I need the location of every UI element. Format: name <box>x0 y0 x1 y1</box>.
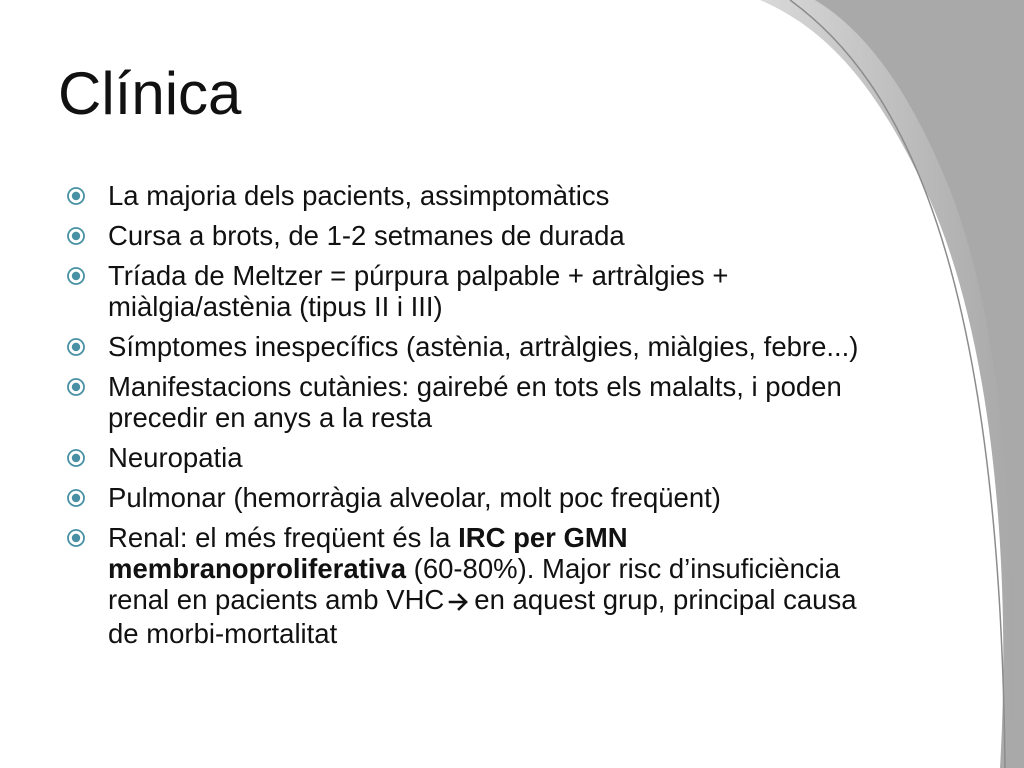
bullet-text: Renal: el més freqüent és la <box>108 522 459 553</box>
target-bullet-icon <box>66 186 86 206</box>
bullet-item <box>66 260 886 322</box>
bullet-item <box>66 180 886 211</box>
bullet-item <box>66 371 886 433</box>
target-bullet-icon <box>66 377 86 397</box>
bullet-text: Tríada de Meltzer = púrpura palpable + artràlgies + miàlgia/astènia (tipus II i III) <box>108 260 729 322</box>
bullet-item <box>66 522 886 649</box>
target-bullet-icon <box>66 448 86 468</box>
bullet-text: Pulmonar (hemorràgia alveolar, molt poc freqüent) <box>108 482 721 513</box>
target-bullet-icon <box>66 337 86 357</box>
bullet-item <box>66 331 886 362</box>
bullet-text: La majoria dels pacients, assimptomàtics <box>108 180 610 211</box>
bullet-text-bold: IRC per GMN membranoproliferativa <box>108 522 628 584</box>
bullet-item <box>66 220 886 251</box>
target-bullet-icon <box>66 226 86 246</box>
bullet-item <box>66 482 886 513</box>
bullet-text: (60-80%). Major risc d’insuficiència renal en pacients amb VHC <box>108 553 841 615</box>
slide-title: Clínica <box>58 60 242 127</box>
bullet-text: Cursa a brots, de 1-2 setmanes de durada <box>108 220 625 251</box>
target-bullet-icon <box>66 528 86 548</box>
right-arrow-icon <box>448 587 470 618</box>
bullet-text: en aquest grup, principal causa de morbi-mortalitat <box>108 584 857 649</box>
target-bullet-icon <box>66 266 86 286</box>
bullet-text: Neuropatia <box>108 442 243 473</box>
bullet-text: Símptomes inespecífics (astènia, artràlgies, miàlgies, febre...) <box>108 331 859 362</box>
bullet-item <box>66 442 886 473</box>
target-bullet-icon <box>66 488 86 508</box>
bullet-text: Manifestacions cutànies: gairebé en tots els malalts, i poden precedir en anys a la resta <box>108 371 842 433</box>
bullet-list <box>66 180 886 658</box>
